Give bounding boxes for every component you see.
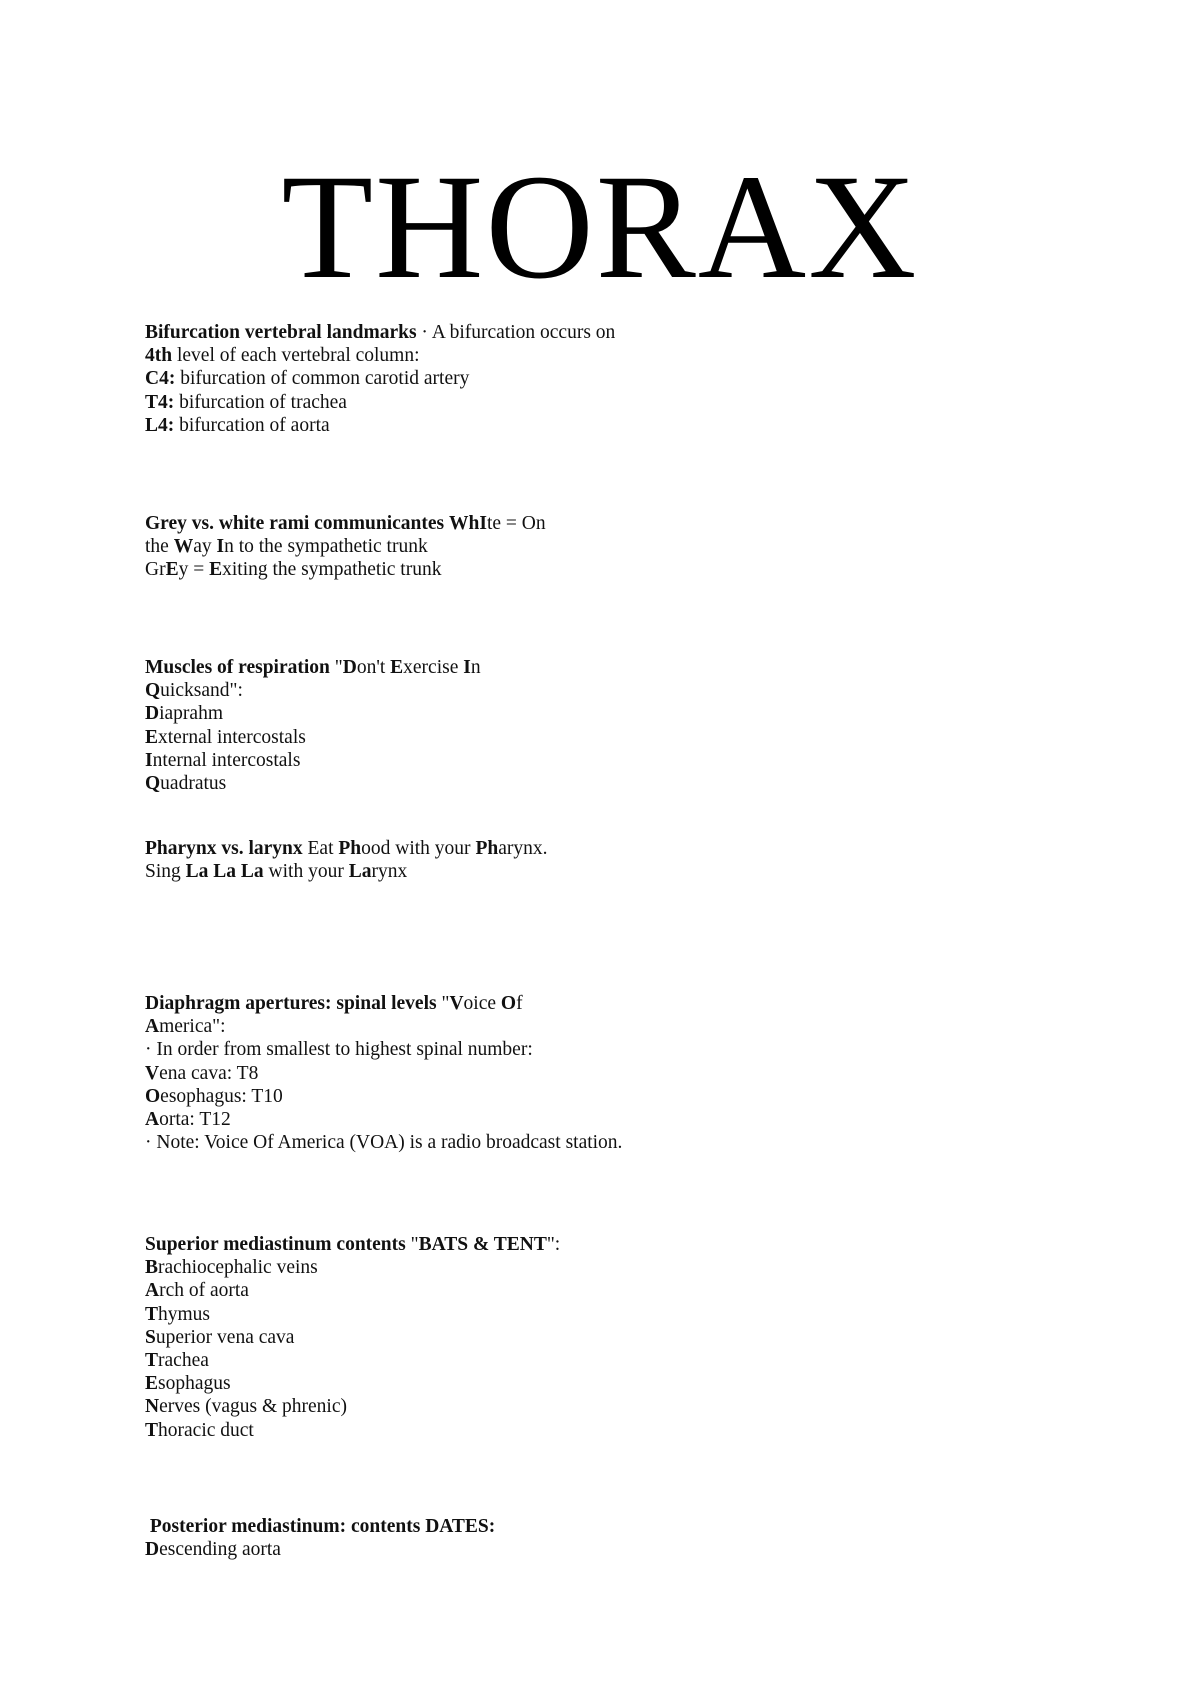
bold-text: Ph [475, 838, 499, 859]
text: escending aorta [159, 1539, 281, 1561]
bold-text: V [449, 993, 464, 1014]
section-text-line [145, 1538, 745, 1561]
text: sophagus [158, 1373, 231, 1395]
section-diaphragm-apertures [145, 992, 745, 1154]
text: xercise [403, 657, 464, 678]
bold-text: I [479, 513, 487, 534]
section-text-line [145, 1108, 745, 1131]
section-text-line [145, 1349, 745, 1372]
section-text-line [145, 679, 745, 702]
bold-text: D [342, 657, 357, 678]
section-text-line [145, 1326, 745, 1349]
section-heading-line [145, 656, 745, 679]
bold-text: V [145, 1062, 160, 1084]
section-text-line [145, 772, 745, 795]
text: arynx. [498, 838, 548, 859]
bold-text: A [145, 1280, 160, 1302]
text: orta: T12 [159, 1108, 231, 1130]
bold-text: D [145, 703, 160, 725]
section-heading-line [145, 512, 745, 535]
section-superior-mediastinum [145, 1233, 745, 1442]
text: uicksand": [160, 680, 243, 702]
section-text-line [145, 558, 745, 581]
text: on't [356, 657, 391, 678]
text: xternal intercostals [158, 726, 306, 748]
bold-text: T4: [145, 391, 175, 413]
text: · Note: Voice Of America (VOA) is a radio broadcast station. [145, 1132, 623, 1154]
text: · A bifurcation occurs on [416, 322, 616, 343]
text: uadratus [160, 772, 227, 794]
text: " [436, 993, 450, 1014]
section-text-line [145, 1085, 745, 1108]
bold-text: Q [145, 680, 161, 702]
bold-text: Wh [449, 513, 480, 534]
text: xiting the sympathetic trunk [222, 559, 442, 581]
page-title: THORAX [281, 144, 919, 310]
bold-text: B [145, 1257, 159, 1279]
text: nternal intercostals [152, 749, 301, 771]
bold-text: 4th [145, 345, 173, 367]
text: hymus [158, 1303, 211, 1325]
text: f [516, 993, 523, 1014]
bold-text: W [173, 536, 194, 558]
bold-text: La La La [185, 861, 264, 883]
section-text-line [145, 1279, 745, 1302]
text: " [329, 657, 343, 678]
bold-text: O [500, 993, 517, 1014]
bold-text: T [145, 1303, 159, 1325]
bold-text: S [145, 1326, 156, 1348]
section-text-line [145, 1015, 745, 1038]
bold-text: Pharynx vs. larynx [145, 838, 303, 859]
section-text-line [145, 414, 745, 437]
text: uperior vena cava [155, 1326, 295, 1348]
text: level of each vertebral column: [172, 345, 420, 367]
text: · In order from smallest to highest spinal number: [145, 1039, 533, 1061]
section-text-line [145, 1256, 745, 1279]
bold-text: Grey vs. white rami communicantes [145, 513, 445, 534]
section-text-line [145, 1395, 745, 1418]
bold-text: Bifurcation vertebral landmarks [145, 322, 417, 343]
bold-text: E [390, 657, 404, 678]
section-text-line [145, 1131, 745, 1154]
text: n to the sympathetic trunk [224, 536, 428, 558]
bold-text: E [145, 1373, 159, 1395]
bold-text: A [145, 1016, 160, 1038]
section-heading-line [145, 321, 745, 344]
bold-text: E [165, 559, 179, 581]
bold-text: O [145, 1085, 161, 1107]
section-text-line [145, 749, 745, 772]
text: rynx [371, 861, 408, 883]
text: Sing [145, 861, 186, 883]
section-text-line [145, 1038, 745, 1061]
text: ena cava: T8 [159, 1062, 259, 1084]
section-text-line [145, 1062, 745, 1085]
bold-text: Superior mediastinum contents [145, 1234, 406, 1255]
section-text-line [145, 535, 745, 558]
section-text-line [145, 367, 745, 390]
text: Gr [145, 559, 166, 581]
text: bifurcation of aorta [174, 414, 330, 436]
section-text-line [145, 1372, 745, 1395]
text: y = [178, 559, 210, 581]
section-muscles-of-respiration [145, 656, 745, 795]
section-text-line [145, 344, 745, 367]
bold-text: Ph [338, 838, 362, 859]
text: ": [546, 1234, 561, 1255]
text: bifurcation of common carotid artery [175, 368, 470, 390]
bold-text: T [145, 1419, 159, 1441]
bold-text: Posterior mediastinum: contents DATES: [145, 1516, 496, 1537]
section-text-line [145, 1419, 745, 1442]
text: with your [263, 861, 349, 883]
text: n [470, 657, 481, 678]
section-posterior-mediastinum [145, 1515, 745, 1561]
text: horacic duct [158, 1419, 254, 1441]
text: ay [193, 536, 217, 558]
text: " [405, 1234, 419, 1255]
section-heading-line [145, 992, 745, 1015]
text: bifurcation of trachea [174, 391, 347, 413]
bold-text: E [145, 726, 159, 748]
bold-text: Diaphragm apertures: spinal levels [145, 993, 437, 1014]
bold-text: Muscles of respiration [145, 657, 330, 678]
text: ood with your [361, 838, 476, 859]
bold-text: E [209, 559, 223, 581]
section-text-line [145, 702, 745, 725]
text: te = On [486, 513, 546, 534]
text: esophagus: T10 [160, 1085, 283, 1107]
text: iaprahm [159, 703, 223, 725]
section-heading-line [145, 1515, 745, 1538]
bold-text: I [463, 657, 471, 678]
text: oice [463, 993, 501, 1014]
text: the [145, 536, 174, 558]
text: erves (vagus & phrenic) [159, 1396, 347, 1418]
text: merica": [159, 1016, 226, 1038]
section-text-line [145, 391, 745, 414]
bold-text: A [145, 1108, 160, 1130]
bold-text: T [145, 1349, 159, 1371]
section-rami-communicantes [145, 512, 745, 582]
bold-text: La [348, 861, 372, 883]
text: rachiocephalic veins [158, 1257, 318, 1279]
text: rch of aorta [159, 1280, 249, 1302]
bold-text: I [216, 536, 225, 558]
text: rachea [158, 1349, 209, 1371]
section-text-line [145, 726, 745, 749]
bold-text: C4: [145, 368, 176, 390]
text: Eat [302, 838, 339, 859]
section-heading-line [145, 837, 745, 860]
bold-text: I [145, 749, 153, 771]
section-heading-line [145, 1233, 745, 1256]
bold-text: BATS & TENT [418, 1234, 547, 1255]
section-pharynx-vs-larynx [145, 837, 745, 883]
section-text-line [145, 860, 745, 883]
section-text-line [145, 1303, 745, 1326]
bold-text: L4: [145, 414, 175, 436]
bold-text: D [145, 1539, 160, 1561]
bold-text: Q [145, 772, 161, 794]
section-bifurcation [145, 321, 745, 437]
bold-text: N [145, 1396, 160, 1418]
